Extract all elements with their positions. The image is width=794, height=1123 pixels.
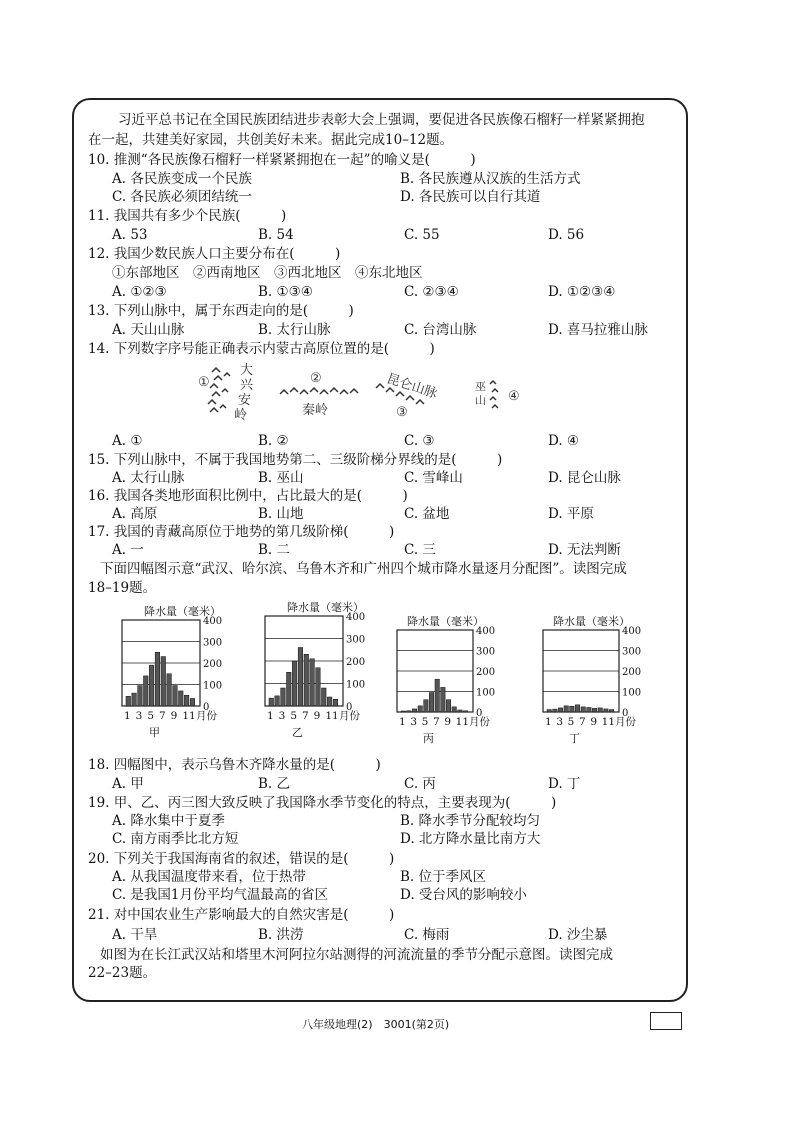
option: D. ④ xyxy=(548,433,580,449)
bar xyxy=(179,691,184,706)
x-tick-label: 3 xyxy=(556,716,564,728)
bar xyxy=(575,705,579,712)
x-tick-label: 11 xyxy=(182,710,196,722)
bar xyxy=(587,707,591,712)
y-tick-label: 100 xyxy=(203,680,223,692)
option: B. ①③④ xyxy=(258,284,313,300)
option: B. 太行山脉 xyxy=(258,322,331,338)
bar xyxy=(132,693,137,706)
option: D. 各民族可以自行其道 xyxy=(400,189,541,205)
option: C. 台湾山脉 xyxy=(404,322,477,338)
bar xyxy=(407,711,411,712)
option: C. 55 xyxy=(404,227,440,243)
option: A. ① xyxy=(112,433,143,449)
y-tick-label: 100 xyxy=(476,687,496,699)
option: A. 53 xyxy=(112,227,148,243)
bar xyxy=(144,676,149,706)
bar xyxy=(287,672,292,706)
x-tick-label: 3 xyxy=(410,716,418,728)
y-axis-label: 降水量（毫米） xyxy=(553,615,630,628)
option: B. 降水季节分配较均匀 xyxy=(400,813,541,829)
bar xyxy=(452,707,456,712)
x-tick-label: 5 xyxy=(567,716,575,728)
y-axis-label: 降水量（毫米） xyxy=(407,615,484,628)
chart-name: 丙 xyxy=(423,732,434,745)
bar xyxy=(149,665,154,706)
mountain-4-char: 山 xyxy=(475,394,486,407)
option: C. ③ xyxy=(404,433,435,449)
bar xyxy=(333,699,338,706)
option: B. 山地 xyxy=(258,506,304,522)
bar xyxy=(441,687,445,712)
option: A. 太行山脉 xyxy=(112,470,185,486)
question-16: 16. 我国各类地形面积比例中，占比最大的是( ) xyxy=(88,488,408,504)
bar xyxy=(424,700,428,712)
y-tick-label: 400 xyxy=(476,626,496,637)
mountain-1-char: 大 xyxy=(240,363,254,378)
y-tick-label: 0 xyxy=(203,702,210,713)
mountain-1-char: 岭 xyxy=(234,408,248,423)
bar xyxy=(269,698,274,706)
option: D. 喜马拉雅山脉 xyxy=(548,322,648,338)
option: C. 是我国1月份平均气温最高的省区 xyxy=(112,887,329,903)
y-tick-label: 200 xyxy=(622,667,642,678)
x-tick-label: 9 xyxy=(590,716,598,728)
bar xyxy=(292,661,297,706)
bar xyxy=(604,709,608,712)
intro2-line-1: 下面四幅图示意“武汉、哈尔滨、乌鲁木齐和广州四个城市降水量逐月分配图”。读图完成 xyxy=(100,561,627,577)
option: A. 高原 xyxy=(112,506,158,522)
option: C. 雪峰山 xyxy=(404,470,463,486)
mountain-4-symbol xyxy=(490,381,498,408)
mountain-2-label: 秦岭 xyxy=(302,403,329,418)
mountain-1-char: 兴 xyxy=(240,378,254,393)
y-axis-label: 降水量（毫米） xyxy=(287,601,364,614)
option: D. 56 xyxy=(548,227,585,243)
mountain-figure xyxy=(190,360,530,430)
bar xyxy=(155,652,160,706)
bar xyxy=(184,695,189,706)
bar xyxy=(310,659,315,706)
option: B. 巫山 xyxy=(258,470,304,486)
question-13: 13. 下列山脉中，属于东西走向的是( ) xyxy=(88,303,354,319)
page-footer: 八年级地理(2) 3001(第2页) xyxy=(302,1018,450,1031)
option: A. 一 xyxy=(112,542,144,558)
bar xyxy=(190,698,195,706)
y-tick-label: 200 xyxy=(203,659,223,670)
bar xyxy=(412,709,416,712)
x-tick-label: 5 xyxy=(290,710,298,722)
bar xyxy=(446,700,450,712)
bar xyxy=(322,688,327,706)
bar xyxy=(126,696,131,706)
mountain-1-char: 安 xyxy=(238,393,252,408)
option: B. 各民族遵从汉族的生活方式 xyxy=(400,171,581,187)
intro-line-2: 在一起，共建美好家园，共创美好未来。据此完成10–12题。 xyxy=(88,132,454,148)
question-12: 12. 我国少数民族人口主要分布在( ) xyxy=(88,246,341,262)
bar xyxy=(401,711,405,712)
option: D. 北方降水量比南方大 xyxy=(400,831,541,847)
bar xyxy=(553,709,557,712)
marker-1: ① xyxy=(198,375,210,390)
intro3-line-1: 如图为在长江武汉站和塔里木河阿拉尔站测得的河流流量的季节分配示意图。读图完成 xyxy=(100,947,613,963)
option: D. 无法判断 xyxy=(548,542,621,558)
option: C. 三 xyxy=(404,542,436,558)
bar xyxy=(558,708,562,712)
y-tick-label: 100 xyxy=(622,687,642,699)
x-tick-label: 5 xyxy=(147,710,155,722)
option: B. ② xyxy=(258,433,289,449)
bar xyxy=(570,706,574,712)
option: D. 昆仑山脉 xyxy=(548,470,621,486)
precipitation-charts xyxy=(0,598,794,748)
bar xyxy=(429,693,433,712)
x-tick-label: 11 xyxy=(455,716,470,728)
x-tick-label: 11 xyxy=(325,710,339,722)
x-tick-label: 7 xyxy=(433,716,440,728)
mountain-2-symbol xyxy=(280,388,358,394)
mountain-3-label: 昆仑山脉 xyxy=(384,371,439,402)
x-axis-label: 月份 xyxy=(615,716,636,728)
y-tick-label: 400 xyxy=(622,626,642,637)
bar xyxy=(298,648,303,707)
question-21: 21. 对中国农业生产影响最大的自然灾害是( ) xyxy=(88,907,395,923)
x-tick-label: 3 xyxy=(135,710,143,722)
y-tick-label: 0 xyxy=(346,702,353,713)
y-tick-label: 300 xyxy=(622,646,642,658)
bar xyxy=(592,708,596,712)
option: B. 洪涝 xyxy=(258,927,304,943)
bar xyxy=(463,711,467,712)
x-tick-label: 9 xyxy=(444,716,452,728)
option: D. 丁 xyxy=(548,776,581,792)
question-18: 18. 四幅图中，表示乌鲁木齐降水量的是( ) xyxy=(88,757,381,773)
option: D. 平原 xyxy=(548,506,594,522)
bar xyxy=(161,657,166,706)
chart-name: 丁 xyxy=(569,732,580,745)
y-tick-label: 300 xyxy=(476,646,496,658)
x-tick-label: 9 xyxy=(170,710,178,722)
question-10: 10. 推测“各民族像石榴籽一样紧紧拥抱在一起”的喻义是( ) xyxy=(88,152,476,168)
x-tick-label: 1 xyxy=(267,710,274,722)
x-tick-label: 7 xyxy=(302,710,309,722)
bar xyxy=(304,654,309,706)
y-tick-label: 300 xyxy=(346,634,366,646)
bar xyxy=(275,696,280,706)
option: A. 甲 xyxy=(112,776,144,792)
x-axis-label: 月份 xyxy=(469,716,490,728)
option: A. 降水集中于夏季 xyxy=(112,813,225,829)
x-tick-label: 3 xyxy=(278,710,286,722)
option: C. ②③④ xyxy=(404,284,459,300)
bar xyxy=(458,710,462,712)
bar xyxy=(435,679,439,712)
x-tick-label: 5 xyxy=(421,716,429,728)
intro2-line-2: 18–19题。 xyxy=(88,580,157,596)
intro-line-1: 习近平总书记在全国民族团结进步表彰大会上强调，要促进各民族像石榴籽一样紧紧拥抱 xyxy=(118,112,645,128)
bar xyxy=(316,668,321,706)
bar xyxy=(598,708,602,712)
question-20: 20. 下列关于我国海南省的叙述，错误的是( ) xyxy=(88,851,395,867)
marker-3: ③ xyxy=(396,405,408,420)
bar xyxy=(281,688,286,706)
y-tick-label: 100 xyxy=(346,679,366,691)
option: B. 乙 xyxy=(258,776,291,792)
marker-2: ② xyxy=(310,371,322,386)
x-axis-label: 月份 xyxy=(339,710,360,722)
bar xyxy=(173,686,178,706)
x-tick-label: 1 xyxy=(545,716,552,728)
option: A. 各民族变成一个民族 xyxy=(112,171,252,187)
option: C. 南方雨季比北方短 xyxy=(112,831,239,847)
option: B. 位于季风区 xyxy=(400,869,487,885)
y-axis-label: 降水量（毫米） xyxy=(144,605,221,618)
question-17: 17. 我国的青藏高原位于地势的第几级阶梯( ) xyxy=(88,524,395,540)
option: A. ①②③ xyxy=(112,284,167,300)
x-tick-label: 7 xyxy=(159,710,166,722)
x-tick-label: 1 xyxy=(124,710,131,722)
option: A. 干旱 xyxy=(112,927,158,943)
option: C. 梅雨 xyxy=(404,927,450,943)
y-tick-label: 200 xyxy=(346,657,366,668)
option: D. ①②③④ xyxy=(548,284,616,300)
score-box xyxy=(650,1012,682,1030)
question-11: 11. 我国共有多少个民族( ) xyxy=(88,208,287,224)
x-tick-label: 7 xyxy=(579,716,586,728)
option: D. 沙尘暴 xyxy=(548,927,608,943)
y-tick-label: 0 xyxy=(622,708,629,719)
question-14: 14. 下列数字序号能正确表示内蒙古高原位置的是( ) xyxy=(88,341,435,357)
bar xyxy=(547,710,551,712)
x-axis-label: 月份 xyxy=(196,710,217,722)
chart-name: 乙 xyxy=(292,726,303,739)
chart-name: 甲 xyxy=(149,726,160,739)
option: C. 盆地 xyxy=(404,506,450,522)
y-tick-label: 400 xyxy=(346,612,366,623)
bar xyxy=(138,686,143,706)
mountain-4-char: 巫 xyxy=(475,380,486,393)
bar xyxy=(167,674,172,706)
bar xyxy=(564,706,568,712)
option: C. 各民族必须团结统一 xyxy=(112,189,252,205)
question-12-items: ①东部地区 ②西南地区 ③西北地区 ④东北地区 xyxy=(112,265,423,281)
bar xyxy=(327,697,332,706)
option: D. 受台风的影响较小 xyxy=(400,887,527,903)
x-tick-label: 1 xyxy=(399,716,406,728)
option: A. 天山山脉 xyxy=(112,322,185,338)
option: B. 二 xyxy=(258,542,291,558)
marker-4: ④ xyxy=(508,389,520,404)
option: B. 54 xyxy=(258,227,294,243)
question-19: 19. 甲、乙、丙三图大致反映了我国降水季节变化的特点，主要表现为( ) xyxy=(88,795,557,811)
x-tick-label: 11 xyxy=(601,716,616,728)
y-tick-label: 0 xyxy=(476,708,483,719)
y-tick-label: 200 xyxy=(476,667,496,678)
bar xyxy=(581,707,585,712)
mountain-1-symbol xyxy=(208,368,230,412)
y-tick-label: 400 xyxy=(203,616,223,627)
question-15: 15. 下列山脉中，不属于我国地势第二、三级阶梯分界线的是( ) xyxy=(88,452,503,468)
bar xyxy=(418,706,422,712)
intro3-line-2: 22–23题。 xyxy=(88,965,157,981)
y-tick-label: 300 xyxy=(203,637,223,649)
bar xyxy=(609,710,613,712)
option: A. 从我国温度带来看，位于热带 xyxy=(112,869,306,885)
x-tick-label: 9 xyxy=(313,710,321,722)
option: C. 丙 xyxy=(404,776,436,792)
